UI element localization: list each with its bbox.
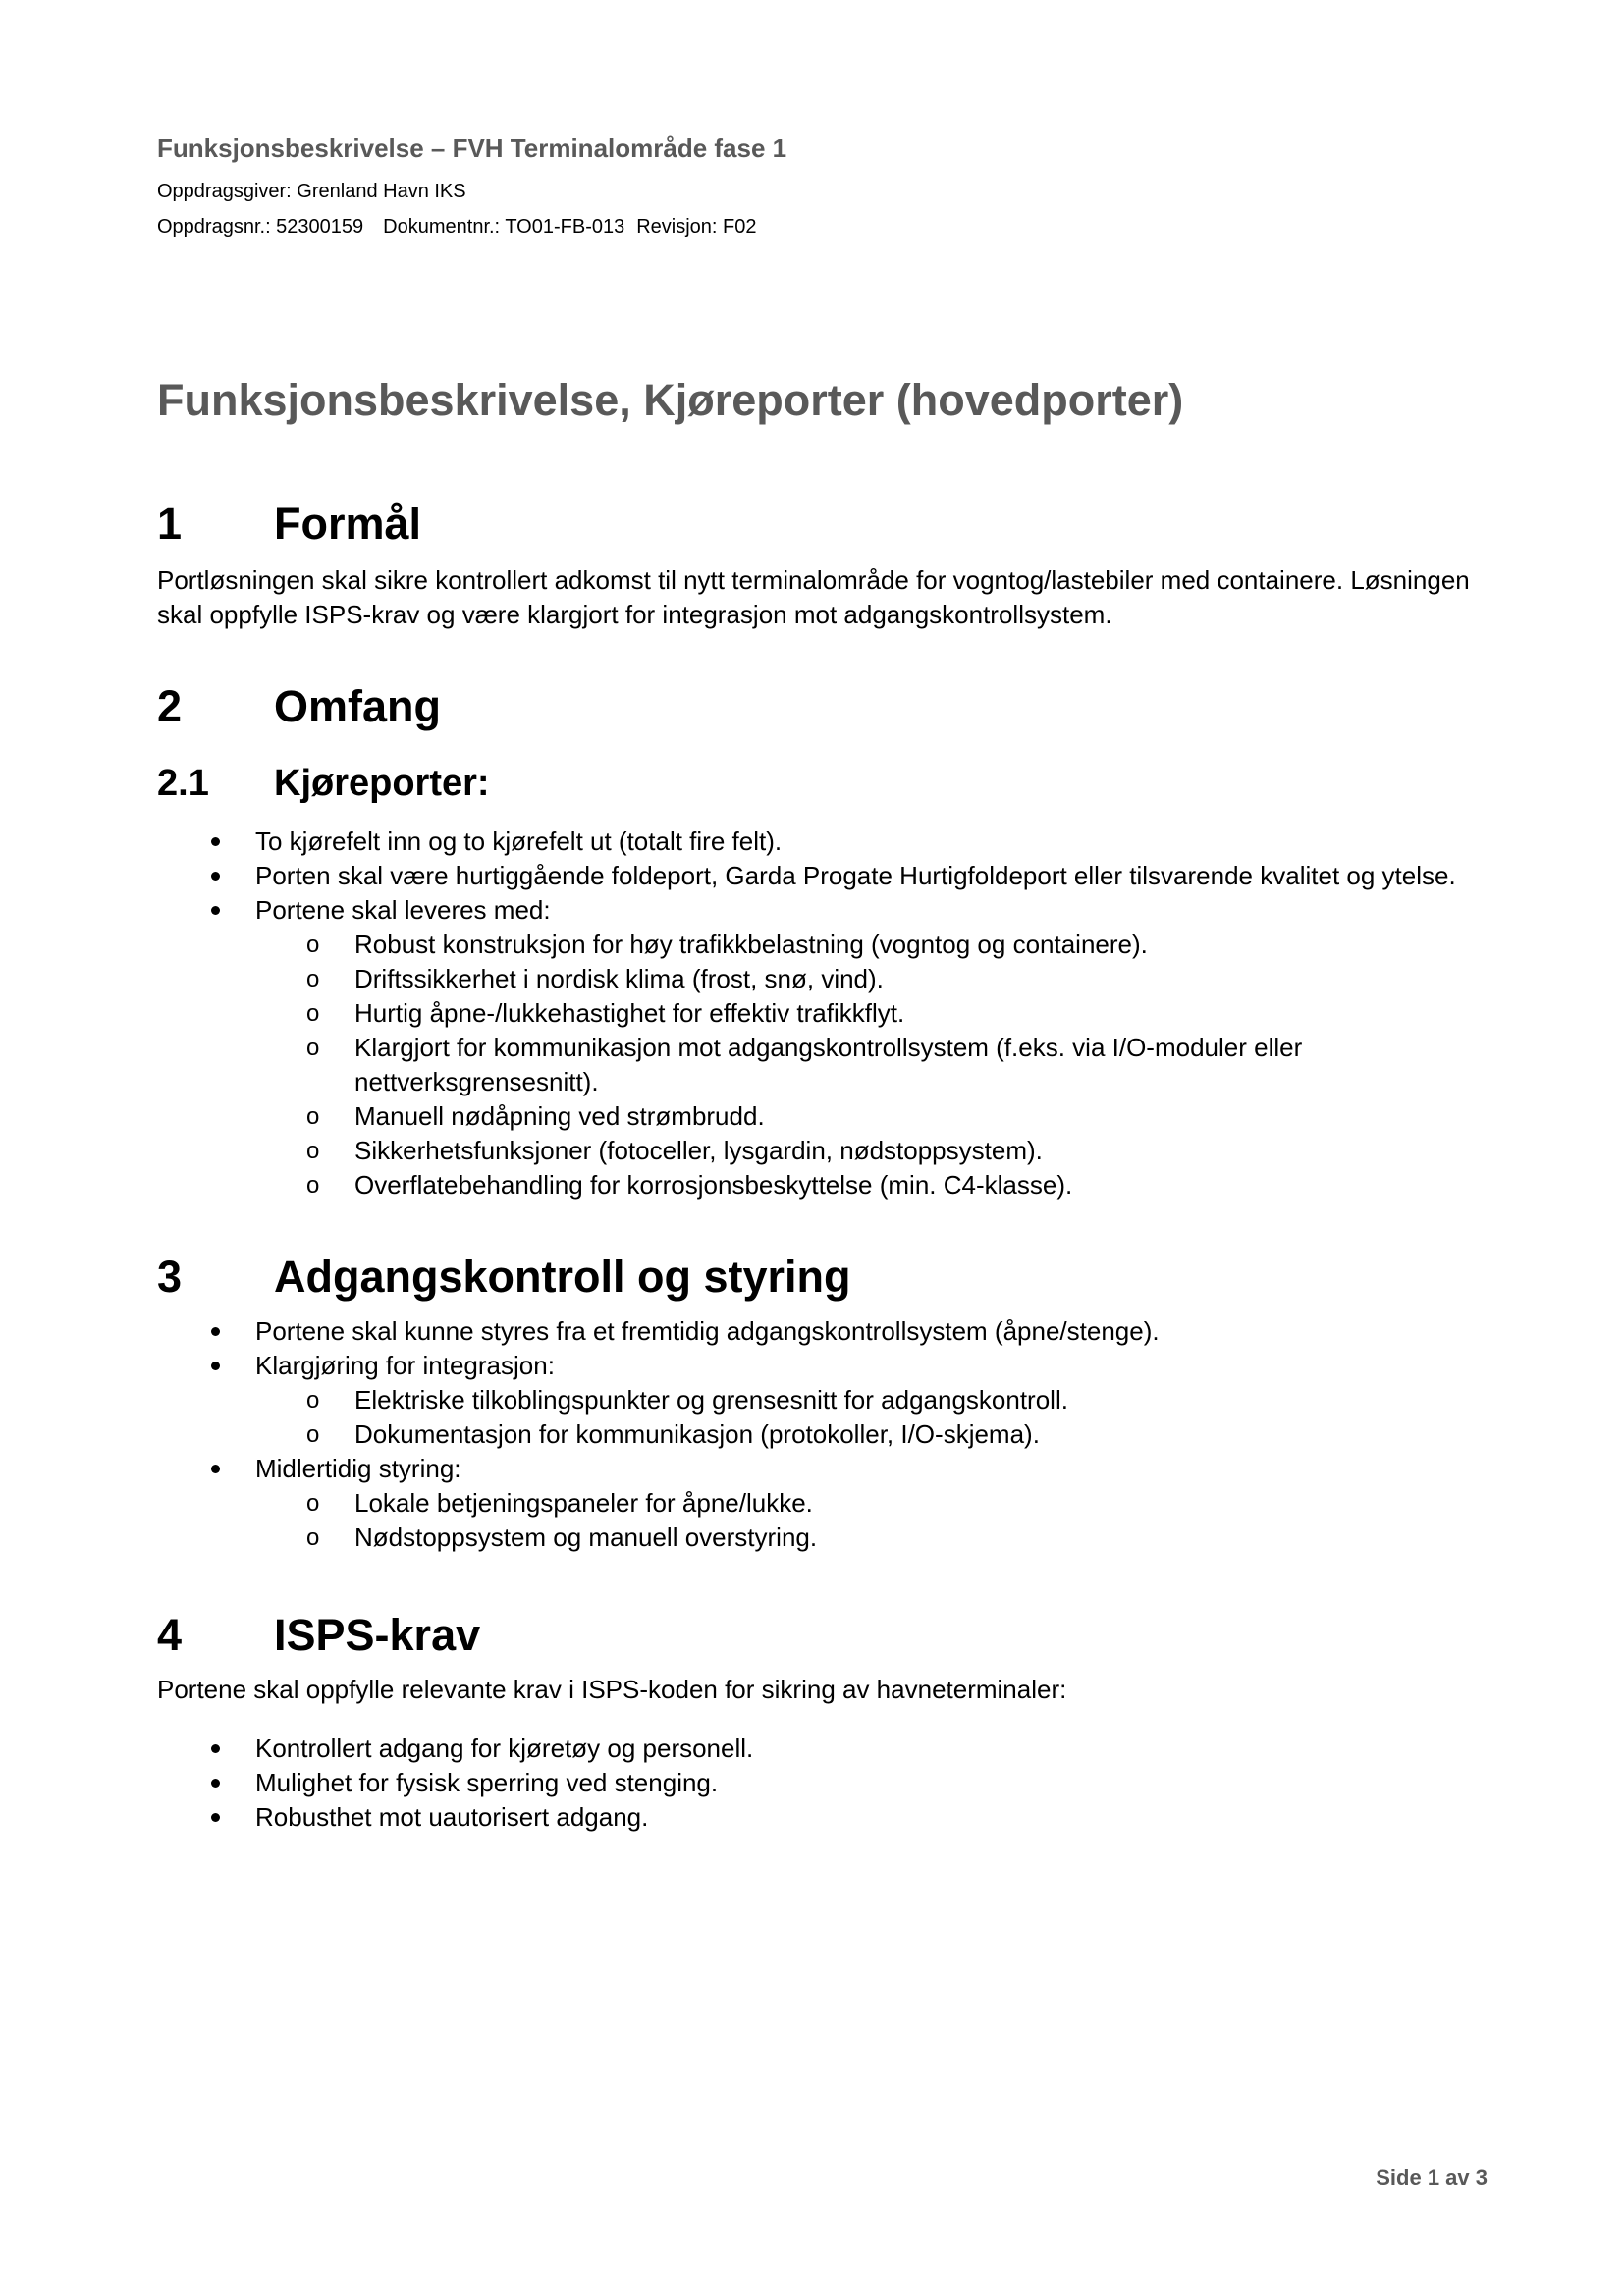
bullet-icon (211, 1465, 220, 1473)
circle-bullet-icon: o (306, 1172, 320, 1199)
sub-list-item: o Klargjort for kommunikasjon mot adgangskontrollsystem (f.eks. via I/O-moduler eller nettverksgrensesnitt). (306, 1033, 1303, 1096)
section-number: 2 (157, 681, 183, 731)
sub-list (255, 1383, 1492, 1452)
section-3-list (157, 1314, 1492, 1555)
section-title: ISPS-krav (274, 1610, 481, 1660)
sub-list-item: o Hurtig åpne-/lukkehastighet for effektiv trafikkflyt. (157, 996, 1492, 1031)
header-client: Oppdragsgiver: Grenland Havn IKS (157, 181, 466, 202)
circle-bullet-icon: o (306, 1421, 320, 1448)
document-title: Funksjonsbeskrivelse, Kjøreporter (hovedporter) (157, 375, 1184, 425)
section-title: Formål (274, 499, 422, 549)
circle-bullet-icon: o (306, 1524, 320, 1551)
section-title: Omfang (274, 681, 442, 731)
bullet-icon (211, 1327, 220, 1336)
section-number: 2.1 (157, 763, 209, 804)
circle-bullet-icon: o (306, 966, 320, 992)
list-item: Robusthet mot uautorisert adgang. (157, 1800, 1492, 1835)
circle-bullet-icon: o (306, 932, 320, 958)
section-title: Adgangskontroll og styring (274, 1252, 851, 1302)
section-4-heading (157, 1604, 1492, 1667)
sub-list-item: o Lokale betjeningspaneler for åpne/lukke. (157, 1486, 1492, 1521)
section-title: Kjøreporter: (274, 763, 490, 804)
bullet-icon (211, 1813, 220, 1822)
section-3-heading (157, 1246, 1492, 1308)
page-number: Side 1 av 3 (1376, 2165, 1488, 2190)
list-item: Midlertidig styring: o Lokale betjeningspaneler for åpne/lukke. o Nødstoppsystem og manuell overstyring. (157, 1452, 1492, 1555)
document-content (157, 493, 1492, 1835)
bullet-icon (211, 837, 220, 846)
circle-bullet-icon: o (306, 1490, 320, 1517)
sub-list-item: o Robust konstruksjon for høy trafikkbelastning (vogntog og containere). (157, 928, 1492, 962)
bullet-icon (211, 906, 220, 915)
sub-list-item: o Elektriske tilkoblingspunkter og grensesnitt for adgangskontroll. (157, 1383, 1492, 1417)
header-assignment-no: Oppdragsnr.: 52300159 (157, 216, 364, 238)
list-item: Porten skal være hurtiggående foldeport, Garda Progate Hurtigfoldeport eller tilsvarende kvalitet og ytelse. (157, 859, 1492, 893)
section-2-heading (157, 675, 1492, 738)
bullet-icon (211, 1779, 220, 1788)
circle-bullet-icon: o (306, 1035, 320, 1061)
header-document-no: Dokumentnr.: TO01-FB-013 (383, 216, 625, 238)
header-meta (157, 216, 757, 239)
section-2-1-list (157, 825, 1492, 1202)
sub-list-item: o Driftssikkerhet i nordisk klima (frost, snø, vind). (157, 962, 1492, 996)
sub-list-item: o Sikkerhetsfunksjoner (fotoceller, lysgardin, nødstoppsystem). (157, 1134, 1492, 1168)
sub-list (255, 928, 1492, 1202)
list-item: Portene skal leveres med: o Robust konstruksjon for høy trafikkbelastning (vogntog og containere). o Driftssikkerhet i nordisk klima (frost, snø, vind). o Hurtig åpne-/lukkehastighet for effektiv trafikkflyt. o Klargjort for kommunikasjon mot adgangskontrollsystem (f.eks. via I/O-moduler eller nettverksgrensesnitt). o Manuell nødåpning ved strømbrudd. o Sikkerhetsfunksjoner (fotoceller, lysgardin, nødstoppsystem). o Overflatebehandling for korrosjonsbeskyttelse (min. C4-klasse). (157, 893, 1492, 1202)
bullet-icon (211, 872, 220, 881)
circle-bullet-icon: o (306, 1387, 320, 1414)
header-title: Funksjonsbeskrivelse – FVH Terminalområde fase 1 (157, 133, 787, 163)
bullet-icon (211, 1362, 220, 1370)
section-4-paragraph: Portene skal oppfylle relevante krav i ISPS-koden for sikring av havneterminaler: (157, 1675, 1067, 1704)
circle-bullet-icon: o (306, 1103, 320, 1130)
bullet-icon (211, 1744, 220, 1753)
circle-bullet-icon: o (306, 1138, 320, 1164)
sub-list (255, 1486, 1492, 1555)
section-1-paragraph: Portløsningen skal sikre kontrollert adkomst til nytt terminalområde for vogntog/lastebiler med containere. Løsningen skal oppfylle ISPS-krav og være klargjort for integrasjon mot adgangskontrollsystem. (157, 565, 1470, 629)
section-number: 4 (157, 1610, 183, 1660)
list-item: Mulighet for fysisk sperring ved stenging. (157, 1766, 1492, 1800)
header-revision: Revisjon: F02 (636, 216, 757, 238)
sub-list-item: o Manuell nødåpning ved strømbrudd. (157, 1099, 1492, 1134)
section-1-heading (157, 493, 1492, 556)
section-4-list (157, 1732, 1492, 1835)
list-item: To kjørefelt inn og to kjørefelt ut (totalt fire felt). (157, 825, 1492, 859)
section-number: 1 (157, 499, 183, 549)
sub-list-item: o Dokumentasjon for kommunikasjon (protokoller, I/O-skjema). (157, 1417, 1492, 1452)
circle-bullet-icon: o (306, 1000, 320, 1027)
section-2-1-heading (157, 756, 1492, 811)
sub-list-item: o Overflatebehandling for korrosjonsbeskyttelse (min. C4-klasse). (157, 1168, 1492, 1202)
section-number: 3 (157, 1252, 183, 1302)
list-item: Kontrollert adgang for kjøretøy og personell. (157, 1732, 1492, 1766)
sub-list-item: o Nødstoppsystem og manuell overstyring. (157, 1521, 1492, 1555)
list-item: Portene skal kunne styres fra et fremtidig adgangskontrollsystem (åpne/stenge). (157, 1314, 1492, 1349)
list-item: Klargjøring for integrasjon: o Elektriske tilkoblingspunkter og grensesnitt for adgangskontroll. o Dokumentasjon for kommunikasjon (protokoller, I/O-skjema). (157, 1349, 1492, 1452)
